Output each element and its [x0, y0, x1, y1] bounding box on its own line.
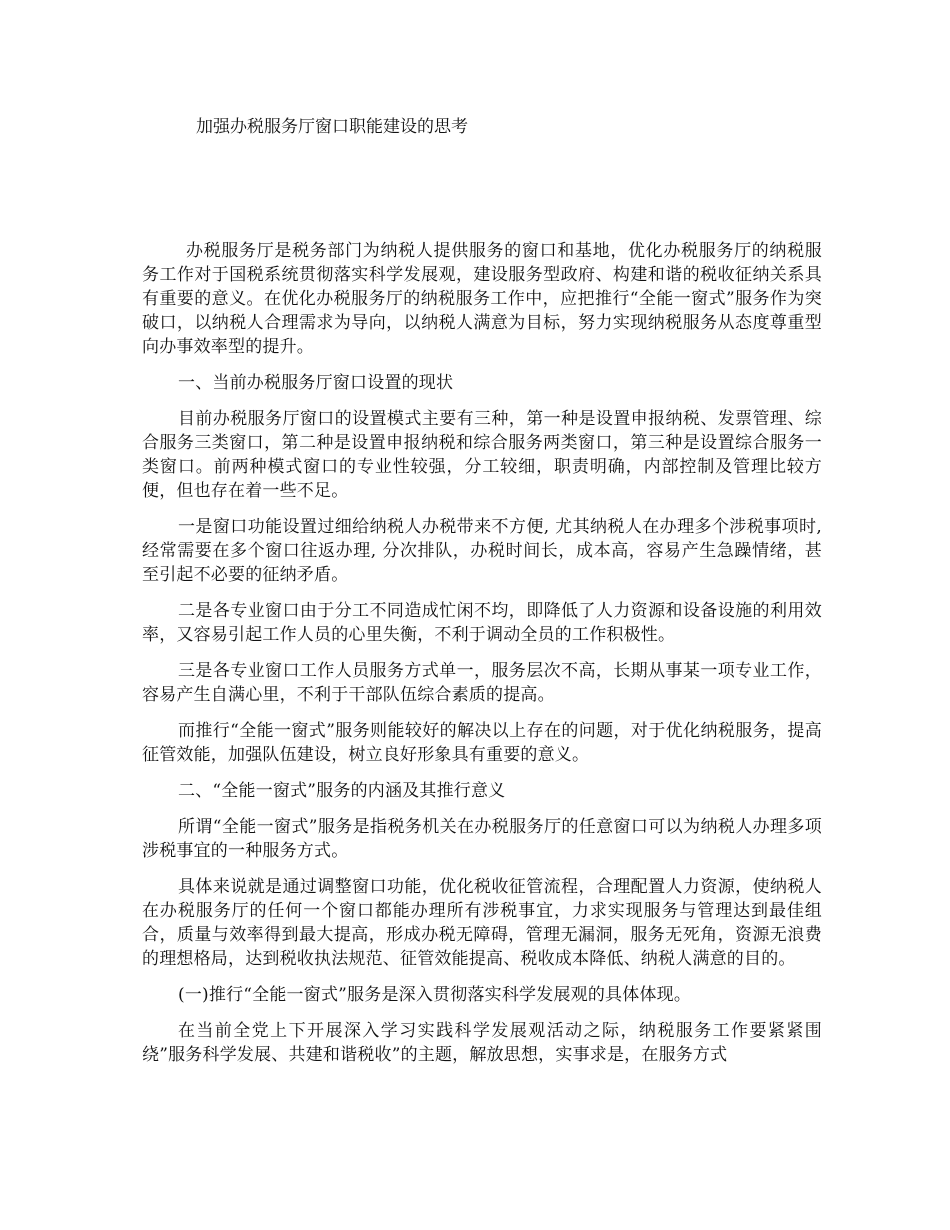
- subsection-heading-1: (一)推行“全能一窗式”服务是深入贯彻落实科学发展观的具体体现。: [178, 985, 692, 1005]
- paragraph-details: 具体来说就是通过调整窗口功能，优化税收征管流程，合理配置人力资源，使纳税人在办税服务厅的任何一个窗口都能办理所有涉税事宜，力求实现服务与管理达到最佳组合，质量与效率得到最大提高，形成办税无障碍，管理无漏洞，服务无死角，资源无浪费的理想格局，达到税收执法规范、征管效能提高、税收成本降低、纳税人满意的目的。: [142, 877, 822, 969]
- paragraph-window-modes: 目前办税服务厅窗口的设置模式主要有三种，第一种是设置申报纳税、发票管理、综合服务三类窗口，第二种是设置申报纳税和综合服务两类窗口，第三种是设置综合服务一类窗口。前两种模式窗口的专业性较强，分工较细，职责明确，内部控制及管理比较方便，但也存在着一些不足。: [142, 409, 822, 501]
- paragraph-problem-3: 三是各专业窗口工作人员服务方式单一，服务层次不高，长期从事某一项专业工作，容易产生自满心里，不利于干部队伍综合素质的提高。: [142, 661, 822, 705]
- section-heading-2: 二、“全能一窗式”服务的内涵及其推行意义: [178, 781, 506, 801]
- paragraph-intro: 办税服务厅是税务部门为纳税人提供服务的窗口和基地，优化办税服务厅的纳税服务工作对于国税系统贯彻落实科学发展观，建设服务型政府、构建和谐的税收征纳关系具有重要的意义。在优化办税服务厅的纳税服务工作中，应把推行“全能一窗式”服务作为突破口，以纳税人合理需求为导向，以纳税人满意为目标，努力实现纳税服务从态度尊重型向办事效率型的提升。: [142, 241, 822, 357]
- paragraph-context: 在当前全党上下开展深入学习实践科学发展观活动之际，纳税服务工作要紧紧围绕”服务科学发展、共建和谐税收”的主题，解放思想，实事求是，在服务方式: [142, 1021, 822, 1065]
- paragraph-problem-2: 二是各专业窗口由于分工不同造成忙闲不均，即降低了人力资源和设备设施的利用效率，又容易引起工作人员的心里失衡，不利于调动全员的工作积极性。: [142, 601, 822, 645]
- paragraph-definition: 所谓“全能一窗式”服务是指税务机关在办税服务厅的任意窗口可以为纳税人办理多项涉税事宜的一种服务方式。: [142, 817, 822, 861]
- paragraph-solution: 而推行“全能一窗式”服务则能较好的解决以上存在的问题，对于优化纳税服务，提高征管效能，加强队伍建设，树立良好形象具有重要的意义。: [142, 721, 822, 765]
- paragraph-problem-1: 一是窗口功能设置过细给纳税人办税带来不方便, 尤其纳税人在办理多个涉税事项时, 经常需要在多个窗口往返办理, 分次排队，办税时间长，成本高，容易产生急躁情绪，甚至引起不必要的征纳矛盾。: [142, 517, 822, 585]
- section-heading-1: 一、当前办税服务厅窗口设置的现状: [178, 373, 454, 393]
- document-title: 加强办税服务厅窗口职能建设的思考: [196, 117, 468, 137]
- document-body: [142, 239, 822, 1079]
